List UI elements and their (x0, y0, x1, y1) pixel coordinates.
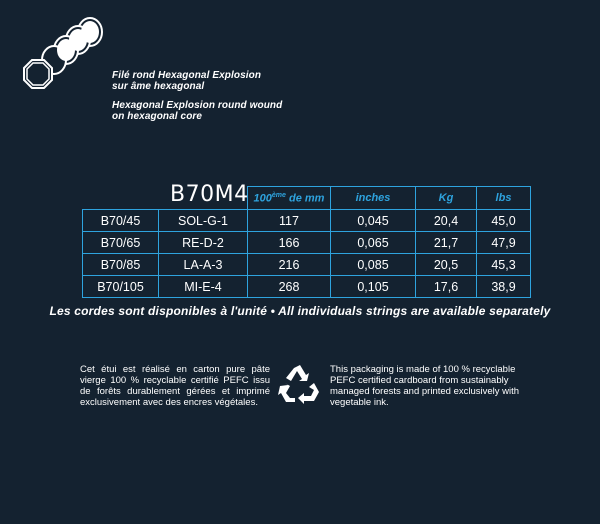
cell-inches: 0,085 (331, 254, 416, 276)
description-fr-line: sur âme hexagonal (112, 81, 205, 92)
cell-lbs: 38,9 (477, 276, 531, 298)
cell-inches: 0,045 (331, 210, 416, 232)
cell-mm100: 268 (248, 276, 331, 298)
cell-ref: B70/105 (83, 276, 159, 298)
cell-lbs: 45,3 (477, 254, 531, 276)
eco-note-fr: Cet étui est réalisé en carton pure pâte vierge 100 % recyclable certifié PEFC issu de forêts durablement gérées et imprimé exclusivement avec des encres végétales. (80, 364, 270, 408)
table-row (83, 232, 531, 254)
table-row (83, 276, 531, 298)
specs-table (82, 186, 531, 298)
description-fr-line: Filé rond Hexagonal Explosion (112, 70, 262, 81)
header-100-suffix: de mm (285, 192, 325, 205)
description-fr (112, 70, 261, 92)
recycle-icon (278, 362, 322, 406)
cell-mm100: 117 (248, 210, 331, 232)
table-row (83, 210, 531, 232)
header-lbs: lbs (477, 187, 531, 210)
cell-inches: 0,105 (331, 276, 416, 298)
cell-mm100: 166 (248, 232, 331, 254)
cell-mm100: 216 (248, 254, 331, 276)
cell-note: SOL-G-1 (159, 210, 248, 232)
cell-kg: 17,6 (416, 276, 477, 298)
table-row (83, 254, 531, 276)
product-ref: B70M4 (170, 182, 249, 207)
cell-note: RE-D-2 (159, 232, 248, 254)
cell-inches: 0,065 (331, 232, 416, 254)
cell-kg: 20,4 (416, 210, 477, 232)
header-100-value: 100 (253, 192, 272, 205)
header-inches: inches (331, 187, 416, 210)
eco-note-en: This packaging is made of 100 % recyclable PEFC certified cardboard from sustainably managed forests and printed exclusively with vegetable ink. (330, 364, 520, 408)
cell-note: LA-A-3 (159, 254, 248, 276)
table-header-row (83, 187, 531, 210)
header-100-mm (248, 187, 331, 210)
cell-ref: B70/85 (83, 254, 159, 276)
cell-kg: 21,7 (416, 232, 477, 254)
description-en (112, 100, 282, 122)
cell-lbs: 47,9 (477, 232, 531, 254)
cell-note: MI-E-4 (159, 276, 248, 298)
header-100-sup: ème (271, 191, 286, 199)
table-header-blank (83, 187, 248, 210)
cell-kg: 20,5 (416, 254, 477, 276)
description-en-line: on hexagonal core (112, 111, 203, 122)
description-en-line: Hexagonal Explosion round wound (112, 100, 283, 111)
cell-ref: B70/65 (83, 232, 159, 254)
cell-lbs: 45,0 (477, 210, 531, 232)
header-kg: Kg (416, 187, 477, 210)
string-winding-icon (18, 10, 108, 96)
availability-note: Les cordes sont disponibles à l'unité • All individuals strings are available separately (49, 304, 551, 318)
cell-ref: B70/45 (83, 210, 159, 232)
